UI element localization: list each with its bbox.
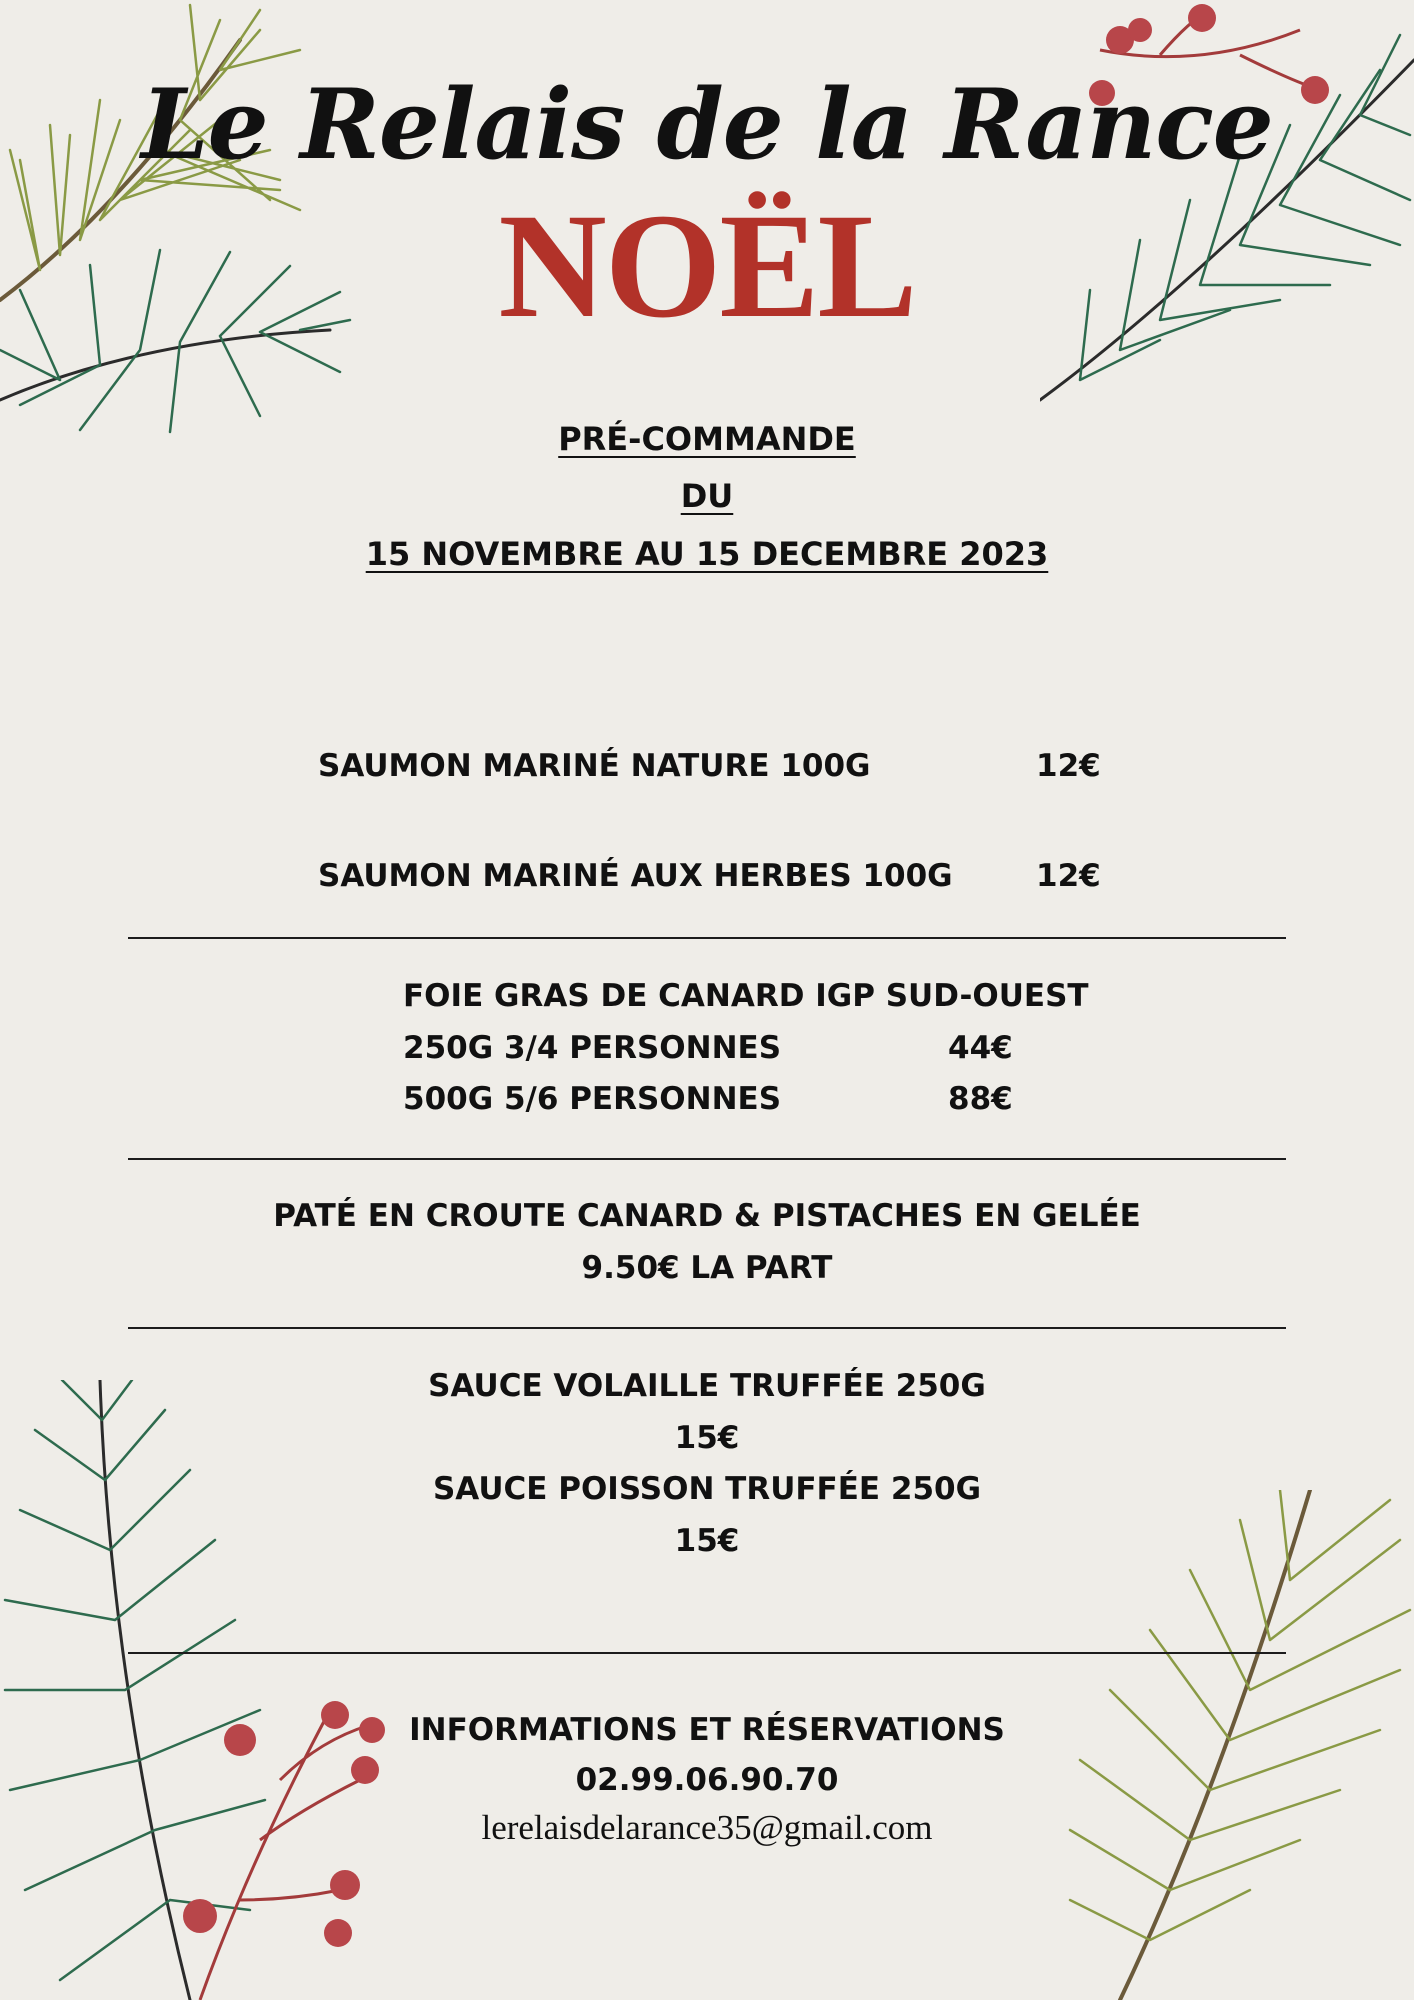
- menu-item-price: 12€: [1036, 748, 1101, 784]
- sauce-price: 15€: [674, 1523, 740, 1559]
- page-title: NOËL: [498, 183, 916, 349]
- menu-item-name: 500G 5/6 PERSONNES: [403, 1081, 782, 1117]
- menu-item-price: 44€: [948, 1030, 1013, 1066]
- contact-email[interactable]: lerelaisdelarance35@gmail.com: [481, 1808, 933, 1847]
- preorder-du: DU: [680, 477, 734, 515]
- menu-item-name: SAUMON MARINÉ NATURE 100G: [318, 748, 871, 784]
- sauce-price: 15€: [674, 1420, 740, 1456]
- preorder-dates: 15 NOVEMBRE AU 15 DECEMBRE 2023: [365, 535, 1049, 573]
- divider: [128, 1158, 1286, 1160]
- sauce-name: SAUCE VOLAILLE TRUFFÉE 250G: [428, 1368, 986, 1404]
- pate-title: PATÉ EN CROUTE CANARD & PISTACHES EN GELÉE: [273, 1198, 1141, 1234]
- menu-item-name: 250G 3/4 PERSONNES: [403, 1030, 782, 1066]
- preorder-label: PRÉ-COMMANDE: [558, 420, 856, 458]
- divider: [128, 1652, 1286, 1654]
- menu-item-price: 88€: [948, 1081, 1013, 1117]
- divider: [128, 937, 1286, 939]
- menu-item-name: SAUMON MARINÉ AUX HERBES 100G: [318, 858, 953, 894]
- contact-title: INFORMATIONS ET RÉSERVATIONS: [409, 1712, 1005, 1748]
- restaurant-name: Le Relais de la Rance: [141, 68, 1273, 181]
- contact-phone[interactable]: 02.99.06.90.70: [575, 1762, 839, 1798]
- divider: [128, 1327, 1286, 1329]
- foie-gras-title: FOIE GRAS DE CANARD IGP SUD-OUEST: [403, 978, 1089, 1014]
- sauce-name: SAUCE POISSON TRUFFÉE 250G: [432, 1471, 982, 1507]
- pate-price: 9.50€ LA PART: [581, 1250, 833, 1286]
- menu-item-price: 12€: [1036, 858, 1101, 894]
